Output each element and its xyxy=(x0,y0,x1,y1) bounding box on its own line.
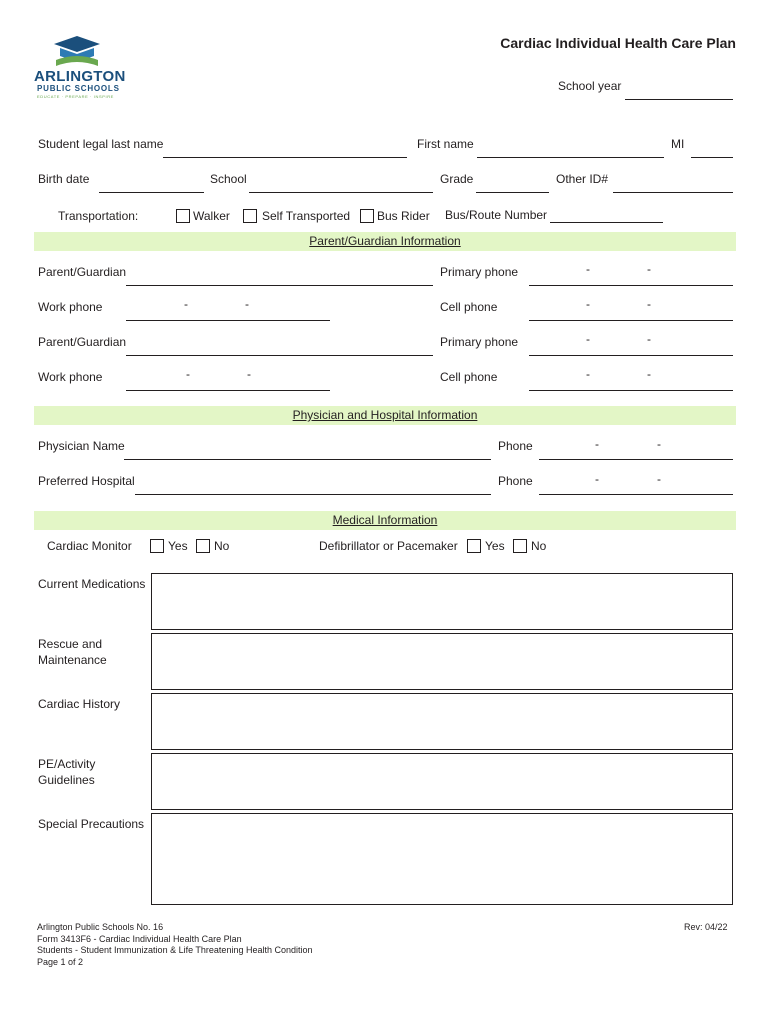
student-last-name-label: Student legal last name xyxy=(38,137,164,151)
logo-emblem-icon xyxy=(52,34,102,68)
medical-section-band xyxy=(34,511,736,530)
phone-separator: - xyxy=(595,472,599,486)
rescue-maintenance-box[interactable] xyxy=(151,633,733,690)
current-medications-label: Current Medications xyxy=(38,577,146,591)
guardian-2-primary-phone-label: Primary phone xyxy=(440,335,519,349)
guardian-2-name-field[interactable] xyxy=(126,355,433,356)
physician-name-field[interactable] xyxy=(124,459,491,460)
footer-revision: Rev: 04/22 xyxy=(684,922,728,932)
special-precautions-box[interactable] xyxy=(151,813,733,905)
physician-phone-field[interactable] xyxy=(539,459,733,460)
cardiac-monitor-label: Cardiac Monitor xyxy=(47,539,132,553)
guardian-2-primary-phone-field[interactable] xyxy=(529,355,733,356)
physician-name-label: Physician Name xyxy=(38,439,125,453)
preferred-hospital-field[interactable] xyxy=(135,494,491,495)
phone-separator: - xyxy=(647,262,651,276)
other-id-field[interactable] xyxy=(613,192,733,193)
pe-activity-label-line1: PE/Activity xyxy=(38,757,96,771)
pe-activity-box[interactable] xyxy=(151,753,733,810)
defibrillator-no-checkbox[interactable] xyxy=(513,539,527,553)
mi-label: MI xyxy=(671,137,685,151)
medical-section-title: Medical Information xyxy=(332,513,438,527)
special-precautions-label: Special Precautions xyxy=(38,817,145,831)
phone-separator: - xyxy=(586,367,590,381)
student-last-name-field[interactable] xyxy=(163,157,407,158)
phone-separator: - xyxy=(586,297,590,311)
physician-section-band xyxy=(34,406,736,425)
first-name-field[interactable] xyxy=(477,157,664,158)
self-transported-checkbox[interactable] xyxy=(243,209,257,223)
rescue-label-line1: Rescue and xyxy=(38,637,103,651)
cardiac-history-label: Cardiac History xyxy=(38,697,121,711)
grade-label: Grade xyxy=(440,172,474,186)
bus-rider-label: Bus Rider xyxy=(377,209,430,223)
birth-date-label: Birth date xyxy=(38,172,90,186)
phone-separator: - xyxy=(595,437,599,451)
guardian-1-cell-phone-label: Cell phone xyxy=(440,300,498,314)
guardian-section-band xyxy=(34,232,736,251)
defibrillator-label: Defibrillator or Pacemaker xyxy=(319,539,458,553)
mi-field[interactable] xyxy=(691,157,733,158)
school-year-label: School year xyxy=(558,79,622,93)
physician-section-title: Physician and Hospital Information xyxy=(292,408,478,422)
school-label: School xyxy=(210,172,247,186)
bus-route-field[interactable] xyxy=(550,222,663,223)
guardian-section-title: Parent/Guardian Information xyxy=(309,234,461,248)
bus-rider-checkbox[interactable] xyxy=(360,209,374,223)
preferred-hospital-label: Preferred Hospital xyxy=(38,474,135,488)
current-medications-box[interactable] xyxy=(151,573,733,630)
physician-phone-label: Phone xyxy=(498,439,533,453)
phone-separator: - xyxy=(657,437,661,451)
logo-tagline: EDUCATE · PREPARE · INSPIRE xyxy=(37,94,114,99)
cardiac-monitor-no-label: No xyxy=(214,539,230,553)
phone-separator: - xyxy=(184,297,188,311)
cardiac-monitor-yes-label: Yes xyxy=(168,539,188,553)
guardian-2-work-phone-label: Work phone xyxy=(38,370,103,384)
phone-separator: - xyxy=(586,262,590,276)
footer-line-2: Form 3413F6 - Cardiac Individual Health Care Plan xyxy=(37,934,242,944)
guardian-1-cell-phone-field[interactable] xyxy=(529,320,733,321)
logo-subtitle: PUBLIC SCHOOLS xyxy=(37,84,120,93)
phone-separator: - xyxy=(586,332,590,346)
phone-separator: - xyxy=(647,367,651,381)
defibrillator-no-label: No xyxy=(531,539,547,553)
transportation-label: Transportation: xyxy=(58,209,139,223)
guardian-1-primary-phone-field[interactable] xyxy=(529,285,733,286)
defibrillator-yes-checkbox[interactable] xyxy=(467,539,481,553)
footer-page-number: Page 1 of 2 xyxy=(37,957,84,967)
grade-field[interactable] xyxy=(476,192,549,193)
form-title: Cardiac Individual Health Care Plan xyxy=(500,35,736,51)
guardian-1-label: Parent/Guardian xyxy=(38,265,127,279)
rescue-label-line2: Maintenance xyxy=(38,653,107,667)
phone-separator: - xyxy=(186,367,190,381)
guardian-1-primary-phone-label: Primary phone xyxy=(440,265,519,279)
logo-name: ARLINGTON xyxy=(34,68,126,85)
birth-date-field[interactable] xyxy=(99,192,204,193)
guardian-2-label: Parent/Guardian xyxy=(38,335,127,349)
hospital-phone-field[interactable] xyxy=(539,494,733,495)
guardian-2-work-phone-field[interactable] xyxy=(126,390,330,391)
defibrillator-yes-label: Yes xyxy=(485,539,505,553)
self-transported-label: Self Transported xyxy=(262,209,351,223)
footer-line-3: Students - Student Immunization & Life Threatening Health Condition xyxy=(37,945,313,955)
phone-separator: - xyxy=(245,297,249,311)
guardian-1-name-field[interactable] xyxy=(126,285,433,286)
cardiac-history-box[interactable] xyxy=(151,693,733,750)
guardian-1-work-phone-label: Work phone xyxy=(38,300,103,314)
cardiac-monitor-no-checkbox[interactable] xyxy=(196,539,210,553)
footer-line-1: Arlington Public Schools No. 16 xyxy=(37,922,164,932)
cardiac-monitor-yes-checkbox[interactable] xyxy=(150,539,164,553)
guardian-2-cell-phone-label: Cell phone xyxy=(440,370,498,384)
bus-route-label: Bus/Route Number xyxy=(445,208,548,222)
phone-separator: - xyxy=(647,297,651,311)
first-name-label: First name xyxy=(417,137,474,151)
other-id-label: Other ID# xyxy=(556,172,609,186)
phone-separator: - xyxy=(647,332,651,346)
phone-separator: - xyxy=(247,367,251,381)
guardian-2-cell-phone-field[interactable] xyxy=(529,390,733,391)
walker-checkbox[interactable] xyxy=(176,209,190,223)
school-field[interactable] xyxy=(249,192,433,193)
guardian-1-work-phone-field[interactable] xyxy=(126,320,330,321)
hospital-phone-label: Phone xyxy=(498,474,533,488)
school-year-field[interactable] xyxy=(625,99,733,100)
phone-separator: - xyxy=(657,472,661,486)
pe-activity-label-line2: Guidelines xyxy=(38,773,95,787)
walker-label: Walker xyxy=(193,209,230,223)
